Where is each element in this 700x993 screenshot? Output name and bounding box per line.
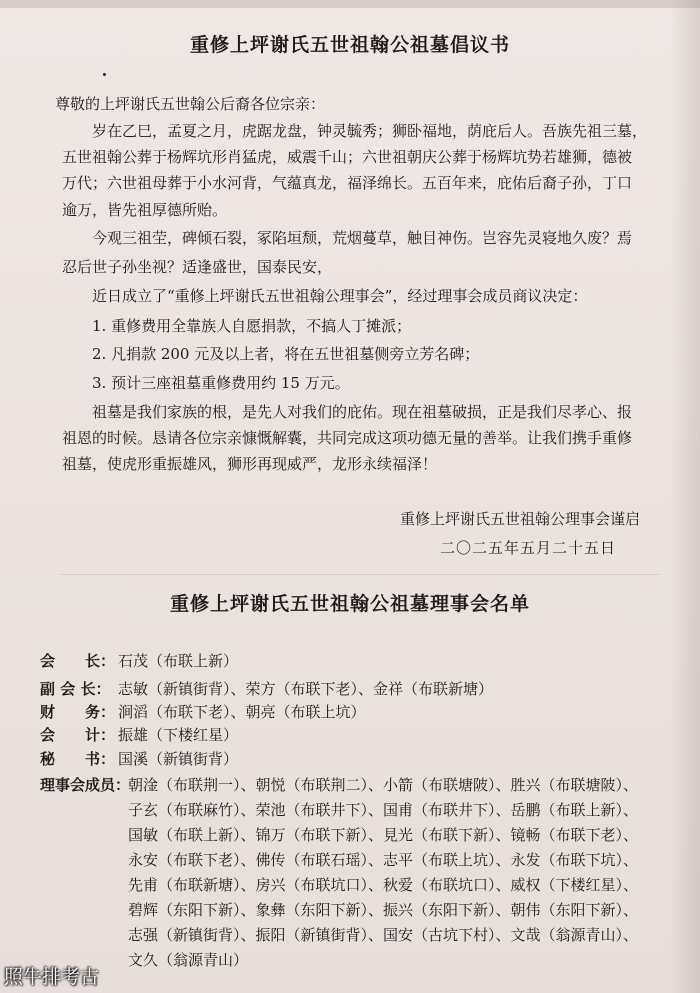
members-label: 理事会成员： [40, 776, 131, 794]
officer-role: 秘 书： [40, 750, 116, 768]
officer-role: 财 务： [40, 703, 116, 721]
paper-top-fold [0, 0, 700, 8]
officer-role: 副 会 长： [40, 680, 111, 698]
proposal-date: 二〇二五年五月二十五日 [440, 539, 617, 557]
watermark: 照牛排考古 [4, 966, 100, 988]
proposal-greeting: 尊敬的上坪谢氏五世翰公后裔各位宗亲： [55, 95, 326, 113]
members-line: 先甫（布联新塘）、房兴（布联坑口）、秋爱（布联坑口）、威权（下楼红星）、 [128, 876, 639, 894]
committee-title: 重修上坪谢氏五世祖翰公祖墓理事会名单 [169, 593, 530, 615]
officer-names: 振雄（下楼红星） [118, 726, 239, 744]
ink-dot [103, 73, 106, 76]
proposal-title: 重修上坪谢氏五世祖翰公祖墓倡议书 [189, 34, 510, 56]
members-line: 朝淦（布联荆一）、朝悦（布联荆二）、小箭（布联塘陂）、胜兴（布联塘陂）、 [128, 776, 639, 794]
members-line: 碧辉（东阳下新）、象彝（东阳下新）、振兴（东阳下新）、朝伟（东阳下新）、 [128, 901, 639, 919]
proposal-line: 祖恩的时候。恳请各位宗亲慷慨解囊，共同完成这项功德无量的善举。让我们携手重修 [62, 429, 633, 447]
officer-names: 国溪（新镇街背） [118, 750, 239, 768]
members-line: 志强（新镇街背）、振阳（新镇街背）、国安（古坑下村）、文哉（翁源青山）、 [128, 926, 639, 944]
proposal-line: 逾万，皆先祖厚德所贻。 [62, 201, 228, 219]
proposal-line: 今观三祖茔，碑倾石裂，冢陷垣颓，荒烟蔓草，触目神伤。岂容先灵寝地久废？焉 [62, 229, 633, 247]
officer-role: 会 计： [40, 726, 116, 744]
proposal-line: 祖墓，使虎形重振雄风，狮形再现威严，龙形永续福泽！ [62, 455, 438, 473]
officer-names: 志敏（新镇街背）、荣方（布联下老）、金祥（布联新塘） [118, 680, 494, 698]
officer-names: 涧滔（布联下老）、朝亮（布联上坑） [118, 703, 366, 721]
members-line: 国敏（布联上新）、锦万（布联下新）、見光（布联下新）、镜畅（布联下老）、 [128, 826, 639, 844]
proposal-list-item: 2. 凡捐款 200 元及以上者，将在五世祖墓侧旁立芳名碑； [62, 345, 480, 363]
officer-names: 石茂（布联上新） [118, 652, 239, 670]
proposal-line: 万代；六世祖母葬于小水河背，气蕴真龙，福泽绵长。五百年来，庇佑后裔子孙，丁口 [62, 174, 633, 192]
proposal-line: 五世祖翰公葬于杨辉坑形肖猛虎，威震千山；六世祖朝庆公葬于杨辉坑势若雄狮，德被 [62, 148, 633, 166]
proposal-list-item: 3. 预计三座祖墓重修费用约 15 万元。 [62, 374, 350, 392]
proposal-line: 近日成立了“重修上坪谢氏五世祖翰公理事会”，经过理事会成员商议决定： [62, 287, 588, 305]
proposal-line: 祖墓是我们家族的根，是先人对我们的庇佑。现在祖墓破损，正是我们尽孝心、报 [62, 403, 633, 421]
proposal-line: 岁在乙巳，孟夏之月，虎踞龙盘，钟灵毓秀；狮卧福地，荫庇后人。吾族先祖三墓， [62, 122, 648, 140]
proposal-signature: 重修上坪谢氏五世祖翰公理事会谨启 [400, 510, 641, 528]
proposal-list-item: 1. 重修费用全靠族人自愿捐款，不搞人丁摊派； [62, 317, 412, 335]
proposal-line: 忍后世子孙坐视？适逢盛世，国泰民安， [62, 258, 333, 276]
members-line: 文久（翁源青山） [128, 951, 249, 969]
members-line: 子玄（布联麻竹）、荣池（布联井下）、国甫（布联井下）、岳鹏（布联上新）、 [128, 801, 639, 819]
officer-role: 会 长： [40, 652, 116, 670]
paper-crease [60, 574, 660, 575]
paper-right-edge-shadow [670, 0, 700, 993]
members-line: 永安（布联下老）、佛传（布联石瑶）、志平（布联上坑）、永发（布联下坑）、 [128, 851, 639, 869]
